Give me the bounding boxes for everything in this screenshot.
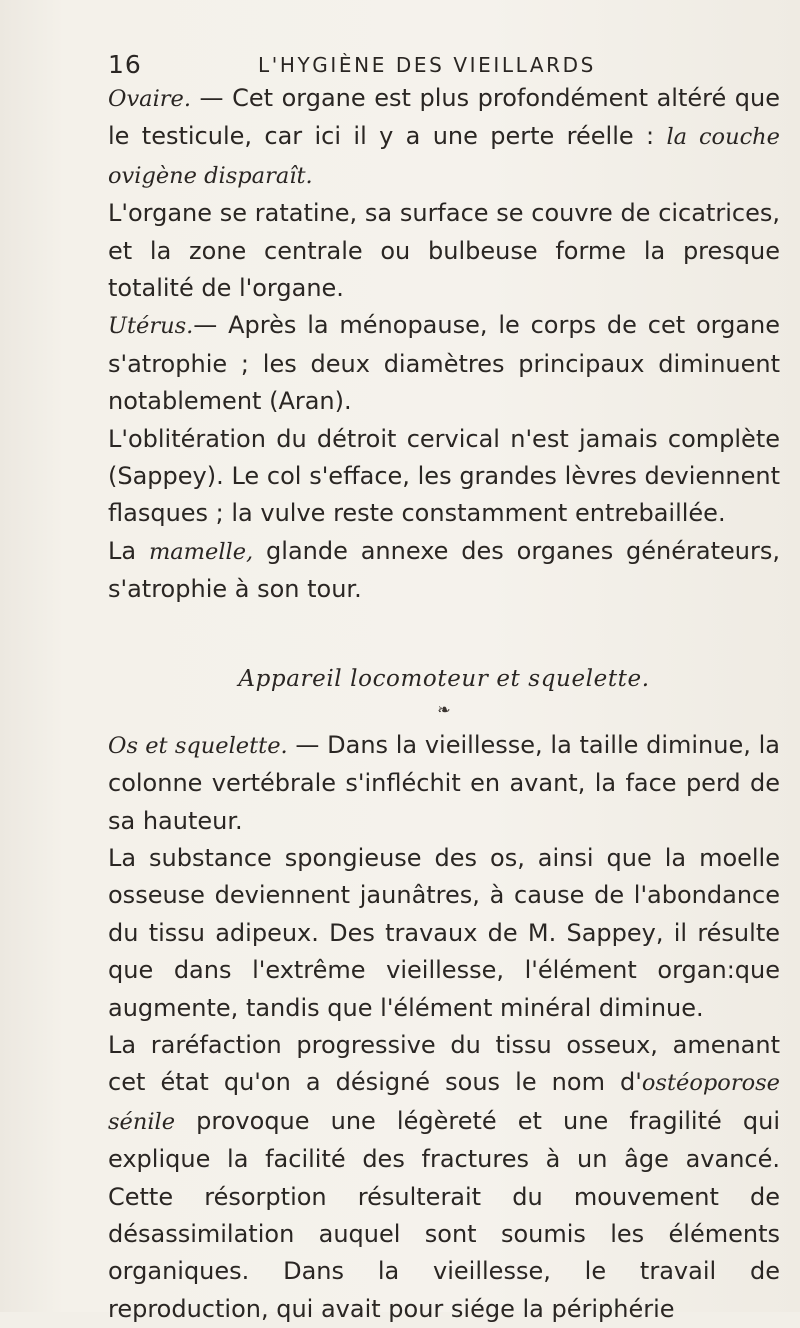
paragraph-text: La substance spongieuse des os, ainsi que la moelle osseuse deviennent jaunâtres, à cause de l'abondance du tissu adipeux. Des travaux de M. Sappey, il résulte que dans l'extrême vieillesse, l'élément organ:que augmente, tandis que l'élément minéral diminue. <box>108 843 780 1022</box>
paragraph-text: La raréfaction progressive du tissu osseux, amenant cet état qu'on a désigné sous le nom d' <box>108 1030 780 1097</box>
paragraph-organe <box>108 195 780 307</box>
term-uterus: Utérus. <box>108 313 194 340</box>
paragraph-text: L'oblitération du détroit cervical n'est jamais complète (Sappey). Le col s'efface, les grandes lèvres deviennent flasques ; la vulve reste constamment entrebaillée. <box>108 424 780 528</box>
page-header <box>108 44 760 84</box>
emphasis-couche-ovigene: la couche ovigène disparaît. <box>108 124 780 189</box>
term-ovaire: Ovaire. <box>108 86 191 112</box>
running-title: L'HYGIÈNE DES VIEILLARDS <box>258 53 596 77</box>
paragraph-uterus <box>108 307 780 420</box>
paragraph-text: La <box>108 536 149 565</box>
body-text <box>108 80 780 1328</box>
term-mamelle: mamelle, <box>148 538 254 565</box>
paragraph-text: — Dans la vieillesse, la taille diminue, la colonne vertébrale s'infléchit en avant, la face perd de sa hauteur. <box>108 730 780 835</box>
ornament-icon: ❧ <box>437 699 451 719</box>
paragraph-os-squelette <box>108 727 780 840</box>
paragraph-mamelle <box>108 533 780 609</box>
term-os-squelette: Os et squelette. <box>108 732 288 759</box>
term-osteoporose: ostéoporose sénile <box>108 1070 780 1135</box>
paragraph-rarefaction <box>108 1027 780 1328</box>
paragraph-ovaire <box>108 80 780 195</box>
paragraph-text: glande annexe des organes générateurs, s'atrophie à son tour. <box>108 536 780 604</box>
paragraph-obliteration <box>108 421 780 533</box>
paragraph-text: provoque une légèreté et une fragilité qui explique la facilité des fractures à un âge avancé. Cette résorption résulterait du mouvement de désassimilation auquel sont soumis les éléments organiques. Dans la vieillesse, le travail de reproduction, qui avait pour siége la périphérie <box>108 1106 780 1323</box>
paragraph-text: — Cet organe est plus profondément altéré que le testicule, car ici il y a une perte réelle : <box>108 84 780 151</box>
paragraph-substance-spongieuse <box>108 840 780 1027</box>
section-heading: Appareil locomoteur et squelette. <box>238 665 650 692</box>
page-number: 16 <box>108 50 142 79</box>
paragraph-text: L'organe se ratatine, sa surface se couvre de cicatrices, et la zone centrale ou bulbeuse forme la presque totalité de l'organe. <box>108 199 780 303</box>
paragraph-text: — Après la ménopause, le corps de cet organe s'atrophie ; les deux diamètres principaux diminuent notablement (Aran). <box>108 311 780 416</box>
